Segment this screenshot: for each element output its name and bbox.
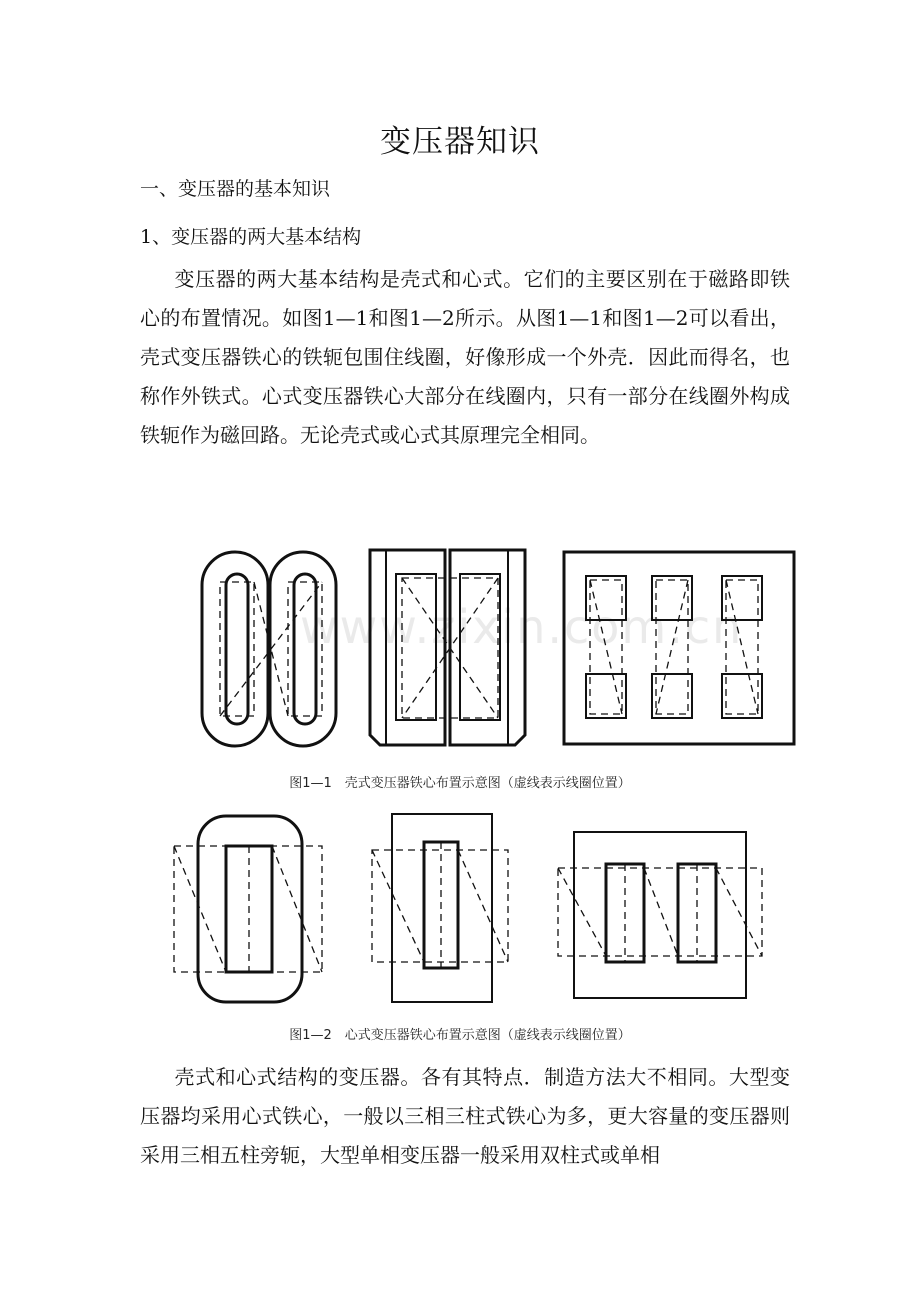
figure-1-1 [190, 540, 810, 760]
paragraph-structures [140, 260, 790, 455]
figure-1-2-single-phase-core [174, 816, 322, 1002]
subsection-heading: 1、变压器的两大基本结构 [140, 226, 362, 248]
paragraph-characteristics [140, 1058, 790, 1175]
figure-1-2-three-phase-core [558, 832, 762, 998]
watermark: www.zixin.com.cn [300, 600, 744, 654]
figure-1-2-caption: 图1—2 心式变压器铁心布置示意图（虚线表示线圈位置） [289, 1028, 631, 1043]
figure-1-1-racetrack-core [202, 552, 336, 746]
figure-1-1-caption: 图1—1 壳式变压器铁心布置示意图（虚线表示线圈位置） [289, 776, 631, 791]
figure-1-1-three-phase-shell-core [564, 552, 794, 744]
figure-1-2-two-limb-core [372, 814, 508, 1002]
paragraph-characteristics-text: 壳式和心式结构的变压器。各有其特点．制造方法大不相同。大型变压器均采用心式铁心，一般以三相三柱式铁心为多，更大容量的变压器则采用三相五柱旁轭，大型单相变压器一般采用双柱式或单相 [140, 1065, 790, 1167]
document-title: 变压器知识 [380, 124, 540, 160]
figure-1-1-twin-shell-core [370, 550, 525, 745]
section-heading: 一、变压器的基本知识 [140, 178, 331, 200]
paragraph-structures-text: 变压器的两大基本结构是壳式和心式。它们的主要区别在于磁路即铁心的布置情况。如图1—1和图1—2所示。从图1—1和图1—2可以看出，壳式变压器铁心的铁轭包围住线圈，好像形成一个外壳．因此而得名，也称作外铁式。心式变压器铁心大部分在线圈内，只有一部分在线圈外构成铁轭作为磁回路。无论壳式或心式其原理完全相同。 [140, 267, 790, 447]
figure-1-2 [170, 810, 770, 1010]
